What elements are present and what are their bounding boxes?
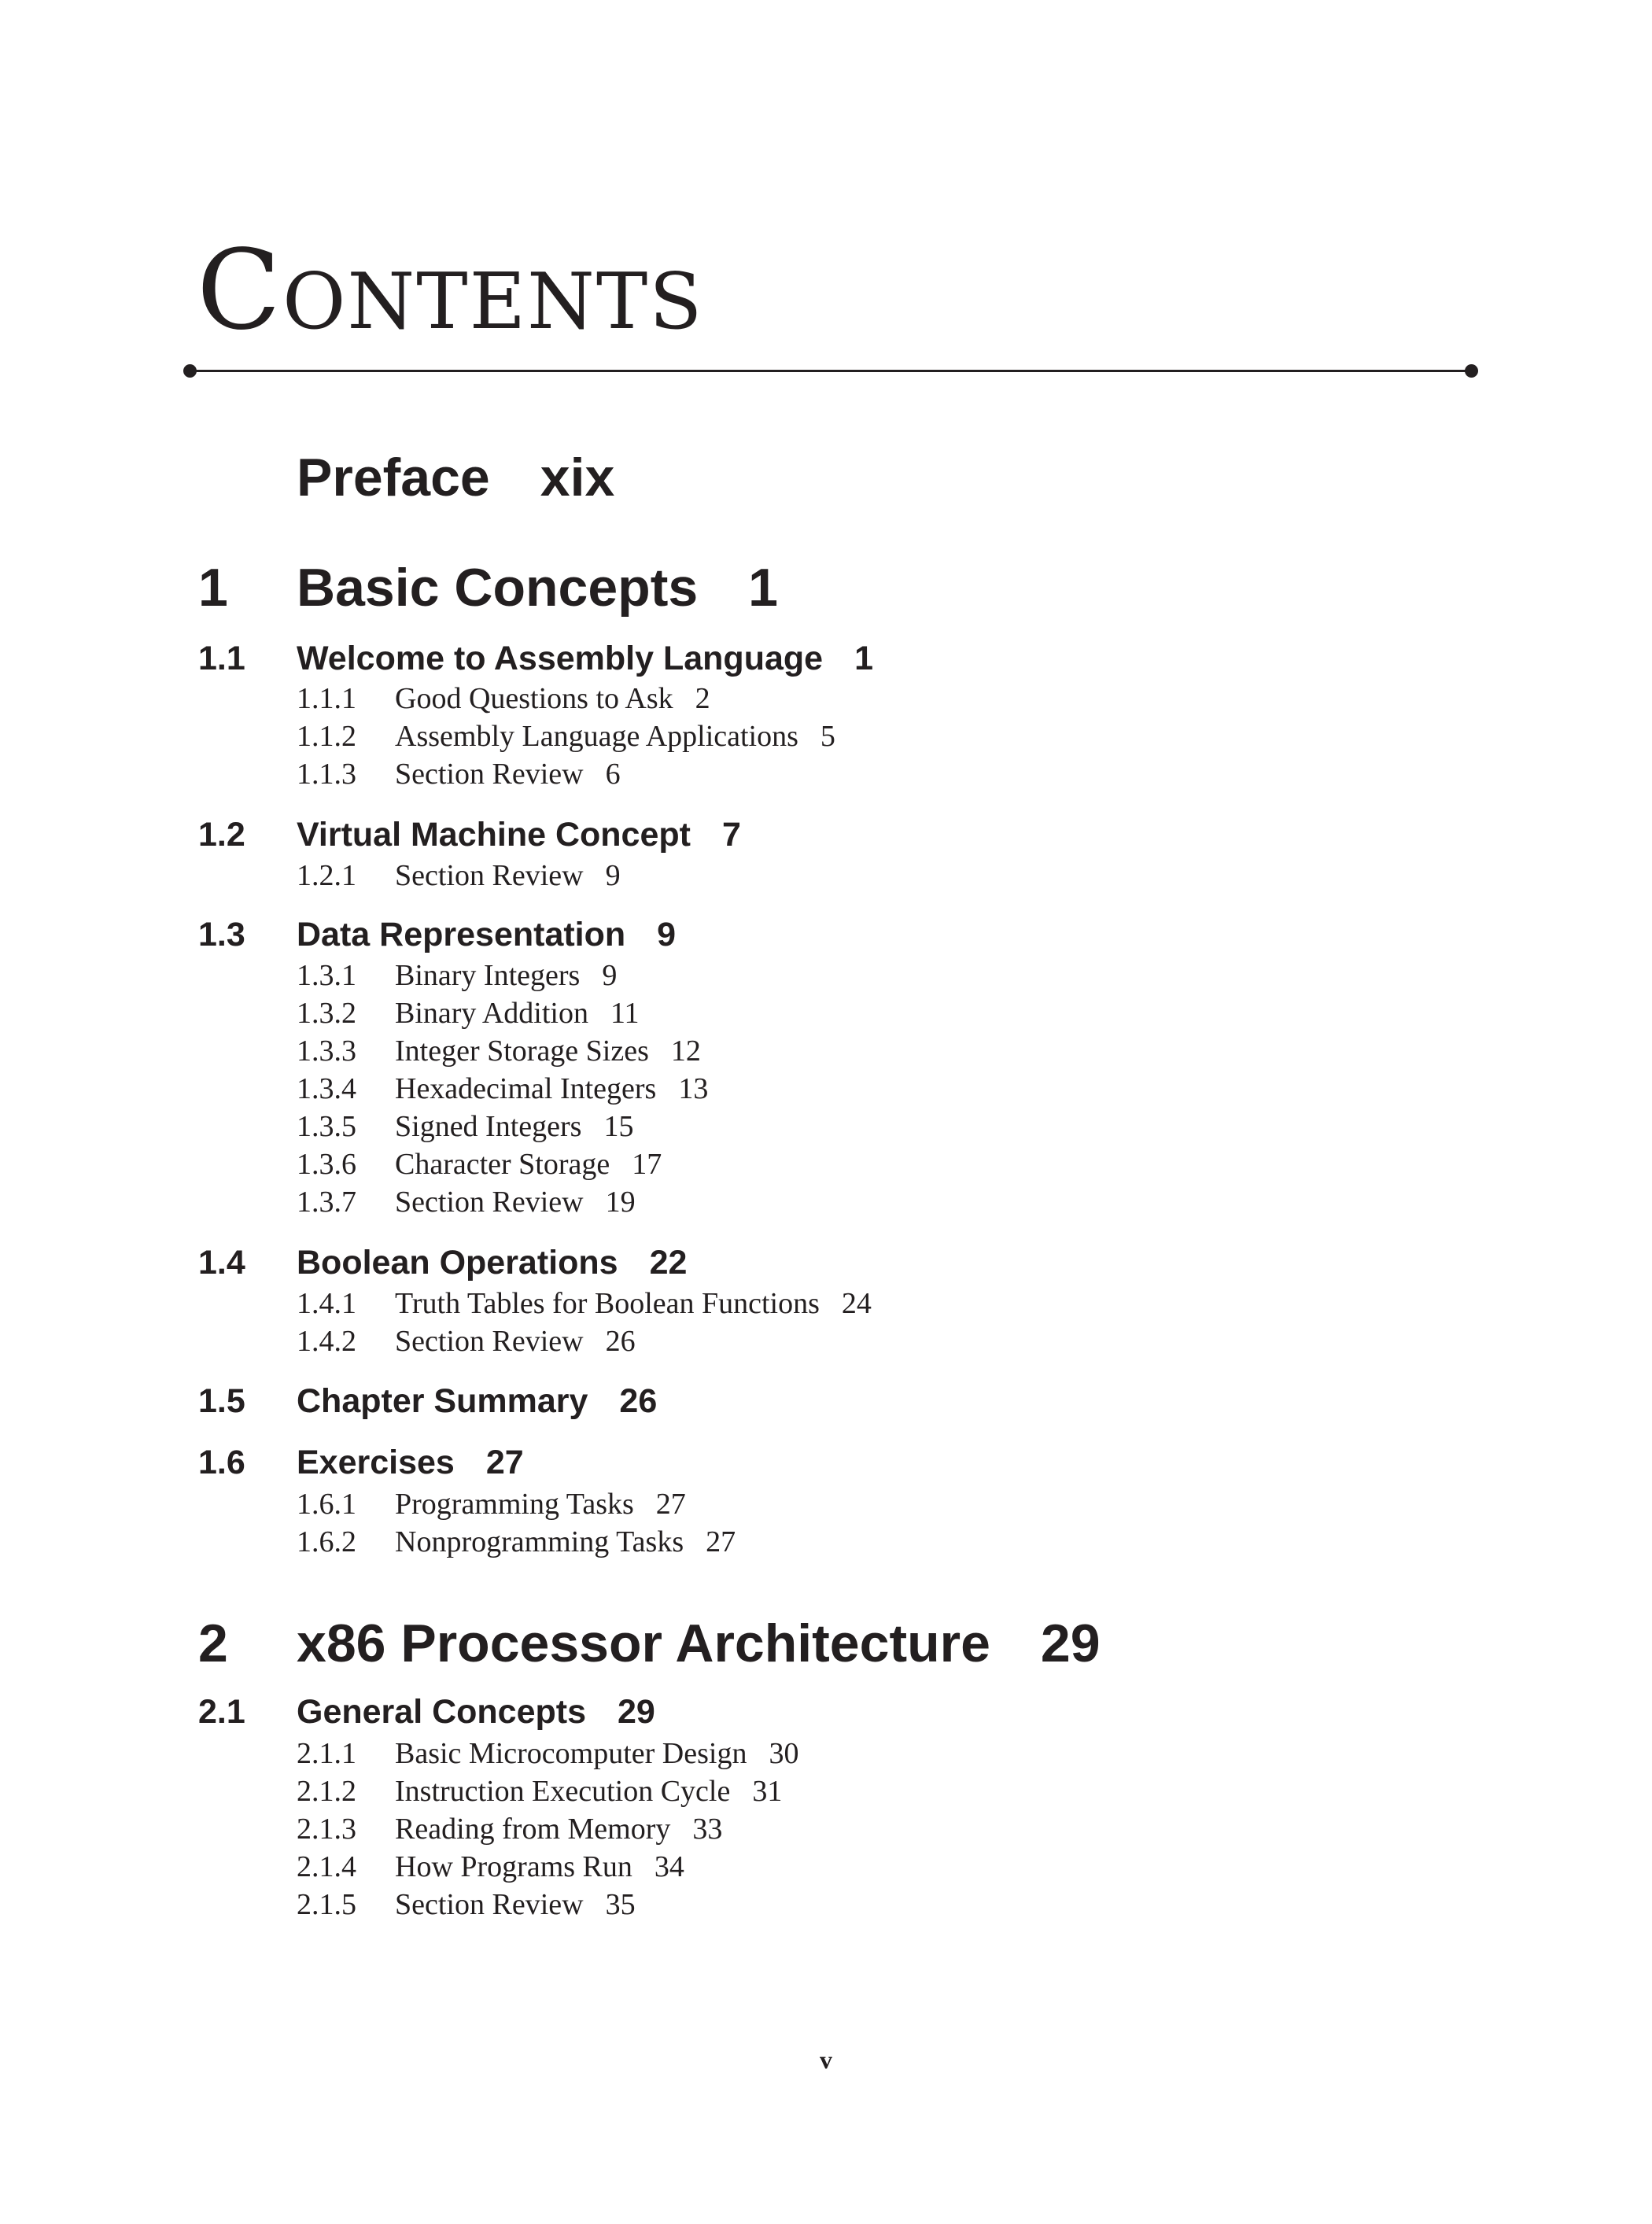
toc-section-entry[interactable] (297, 1382, 658, 1420)
subsection-page: 6 (605, 758, 621, 791)
toc-subsection-number: 1.6.1 (297, 1488, 356, 1521)
subsection-page: 2 (695, 682, 710, 715)
subsection-page: 30 (769, 1737, 799, 1770)
subsection-page: 26 (605, 1325, 636, 1358)
subsection-page: 9 (602, 959, 618, 992)
subsection-title: Reading from Memory (395, 1813, 671, 1846)
toc-subsection-number: 1.3.6 (297, 1148, 356, 1181)
toc-subsection-entry[interactable] (395, 1814, 722, 1844)
toc-subsection-entry[interactable] (395, 998, 640, 1028)
subsection-title: Binary Integers (395, 959, 581, 992)
toc-subsection-entry[interactable] (395, 1890, 636, 1920)
subsection-page: 34 (654, 1850, 684, 1883)
subsection-title: Integer Storage Sizes (395, 1035, 649, 1068)
toc-subsection-number: 1.3.7 (297, 1186, 356, 1219)
section-page: 7 (721, 816, 741, 854)
subsection-title: Section Review (395, 1325, 584, 1358)
toc-section-number: 1.4 (198, 1244, 245, 1282)
toc-section-entry[interactable] (297, 818, 741, 852)
subsection-page: 35 (605, 1888, 636, 1921)
toc-subsection-number: 1.6.2 (297, 1525, 356, 1558)
rule-right-dot (1465, 364, 1478, 378)
section-page: 29 (618, 1693, 655, 1731)
chapter-title: x86 Processor Architecture (297, 1614, 990, 1673)
toc-subsection-entry[interactable] (395, 1527, 736, 1557)
toc-subsection-entry[interactable] (395, 1149, 662, 1179)
subsection-title: Nonprogramming Tasks (395, 1525, 684, 1558)
subsection-title: Section Review (395, 1186, 584, 1219)
toc-subsection-entry[interactable] (395, 1289, 872, 1319)
toc-section-entry[interactable] (297, 1695, 655, 1729)
toc-subsection-entry[interactable] (395, 1489, 686, 1519)
section-title: General Concepts (297, 1693, 586, 1731)
subsection-title: Instruction Execution Cycle (395, 1775, 731, 1808)
toc-subsection-number: 1.1.1 (297, 682, 356, 715)
page-number: v (820, 2045, 832, 2074)
subsection-title: Good Questions to Ask (395, 682, 673, 715)
toc-section-number: 1.3 (198, 916, 245, 953)
toc-subsection-number: 1.3.4 (297, 1072, 356, 1105)
toc-subsection-entry[interactable] (395, 684, 710, 714)
subsection-page: 5 (820, 720, 835, 753)
toc-subsection-number: 2.1.2 (297, 1775, 356, 1808)
subsection-title: Programming Tasks (395, 1488, 634, 1521)
subsection-page: 11 (610, 997, 640, 1030)
section-title: Exercises (297, 1444, 455, 1481)
chapter-page: 29 (1040, 1614, 1101, 1673)
toc-chapter-number: 2 (198, 1614, 228, 1673)
toc-subsection-number: 1.3.1 (297, 959, 356, 992)
toc-section-number: 1.6 (198, 1444, 245, 1481)
subsection-page: 13 (678, 1072, 709, 1105)
toc-subsection-number: 1.3.2 (297, 997, 356, 1030)
section-page: 22 (649, 1244, 688, 1282)
toc-subsection-entry[interactable] (395, 1739, 798, 1769)
toc-subsection-number: 2.1.3 (297, 1813, 356, 1846)
toc-subsection-entry[interactable] (395, 1776, 782, 1806)
toc-subsection-number: 2.1.4 (297, 1850, 356, 1883)
subsection-page: 27 (655, 1488, 686, 1521)
subsection-title: Signed Integers (395, 1110, 582, 1143)
subsection-title: How Programs Run (395, 1850, 632, 1883)
toc-subsection-number: 1.3.3 (297, 1035, 356, 1068)
toc-subsection-number: 2.1.5 (297, 1888, 356, 1921)
section-title: Data Representation (297, 916, 626, 953)
toc-entry-preface[interactable] (297, 448, 615, 507)
title-rule (189, 370, 1471, 372)
section-title: Boolean Operations (297, 1244, 618, 1282)
subsection-title: Hexadecimal Integers (395, 1072, 657, 1105)
toc-section-number: 1.2 (198, 816, 245, 854)
toc-subsection-entry[interactable] (395, 1112, 633, 1142)
page-title: Contents (197, 227, 704, 355)
toc-section-number: 1.1 (198, 640, 245, 677)
toc-subsection-entry[interactable] (395, 1074, 708, 1104)
toc-subsection-entry[interactable] (395, 721, 835, 751)
subsection-title: Binary Addition (395, 997, 588, 1030)
toc-subsection-entry[interactable] (395, 759, 621, 789)
toc-subsection-entry[interactable] (395, 1187, 636, 1217)
toc-subsection-entry[interactable] (395, 1036, 701, 1066)
toc-section-number: 1.5 (198, 1382, 245, 1420)
subsection-page: 12 (670, 1035, 701, 1068)
subsection-page: 17 (632, 1148, 662, 1181)
section-page: 27 (485, 1444, 524, 1481)
toc-chapter-entry[interactable] (297, 558, 778, 618)
subsection-page: 31 (752, 1775, 783, 1808)
toc-subsection-number: 1.4.2 (297, 1325, 356, 1358)
chapter-title: Basic Concepts (297, 558, 699, 618)
subsection-title: Assembly Language Applications (395, 720, 798, 753)
subsection-page: 27 (706, 1525, 736, 1558)
toc-subsection-number: 1.1.2 (297, 720, 356, 753)
toc-subsection-number: 1.3.5 (297, 1110, 356, 1143)
toc-subsection-entry[interactable] (395, 1326, 636, 1356)
subsection-page: 24 (841, 1287, 872, 1320)
toc-subsection-entry[interactable] (395, 861, 621, 891)
toc-subsection-number: 1.4.1 (297, 1287, 356, 1320)
chapter-page: 1 (748, 558, 778, 618)
section-title: Chapter Summary (297, 1382, 588, 1420)
subsection-title: Truth Tables for Boolean Functions (395, 1287, 820, 1320)
section-page: 26 (619, 1382, 658, 1420)
subsection-page: 15 (603, 1110, 634, 1143)
toc-section-entry[interactable] (297, 642, 873, 676)
subsection-title: Basic Microcomputer Design (395, 1737, 747, 1770)
subsection-title: Character Storage (395, 1148, 610, 1181)
subsection-title: Section Review (395, 859, 584, 892)
toc-subsection-entry[interactable] (395, 1852, 684, 1882)
toc-chapter-entry[interactable] (297, 1614, 1101, 1673)
toc-chapter-number: 1 (198, 558, 228, 618)
toc-section-entry[interactable] (297, 1246, 687, 1280)
section-page: 9 (657, 916, 677, 953)
toc-subsection-entry[interactable] (395, 961, 617, 990)
toc-subsection-number: 1.1.3 (297, 758, 356, 791)
subsection-page: 9 (605, 859, 621, 892)
subsection-title: Section Review (395, 758, 584, 791)
subsection-page: 19 (605, 1186, 636, 1219)
preface-page: xix (540, 448, 615, 507)
toc-subsection-number: 1.2.1 (297, 859, 356, 892)
section-page: 1 (854, 640, 873, 677)
toc-section-entry[interactable] (297, 918, 676, 952)
toc-section-number: 2.1 (198, 1693, 245, 1731)
toc-subsection-number: 2.1.1 (297, 1737, 356, 1770)
section-title: Virtual Machine Concept (297, 816, 691, 854)
toc-section-entry[interactable] (297, 1446, 524, 1480)
subsection-page: 33 (692, 1813, 723, 1846)
section-title: Welcome to Assembly Language (297, 640, 824, 677)
subsection-title: Section Review (395, 1888, 584, 1921)
preface-label: Preface (297, 448, 490, 507)
